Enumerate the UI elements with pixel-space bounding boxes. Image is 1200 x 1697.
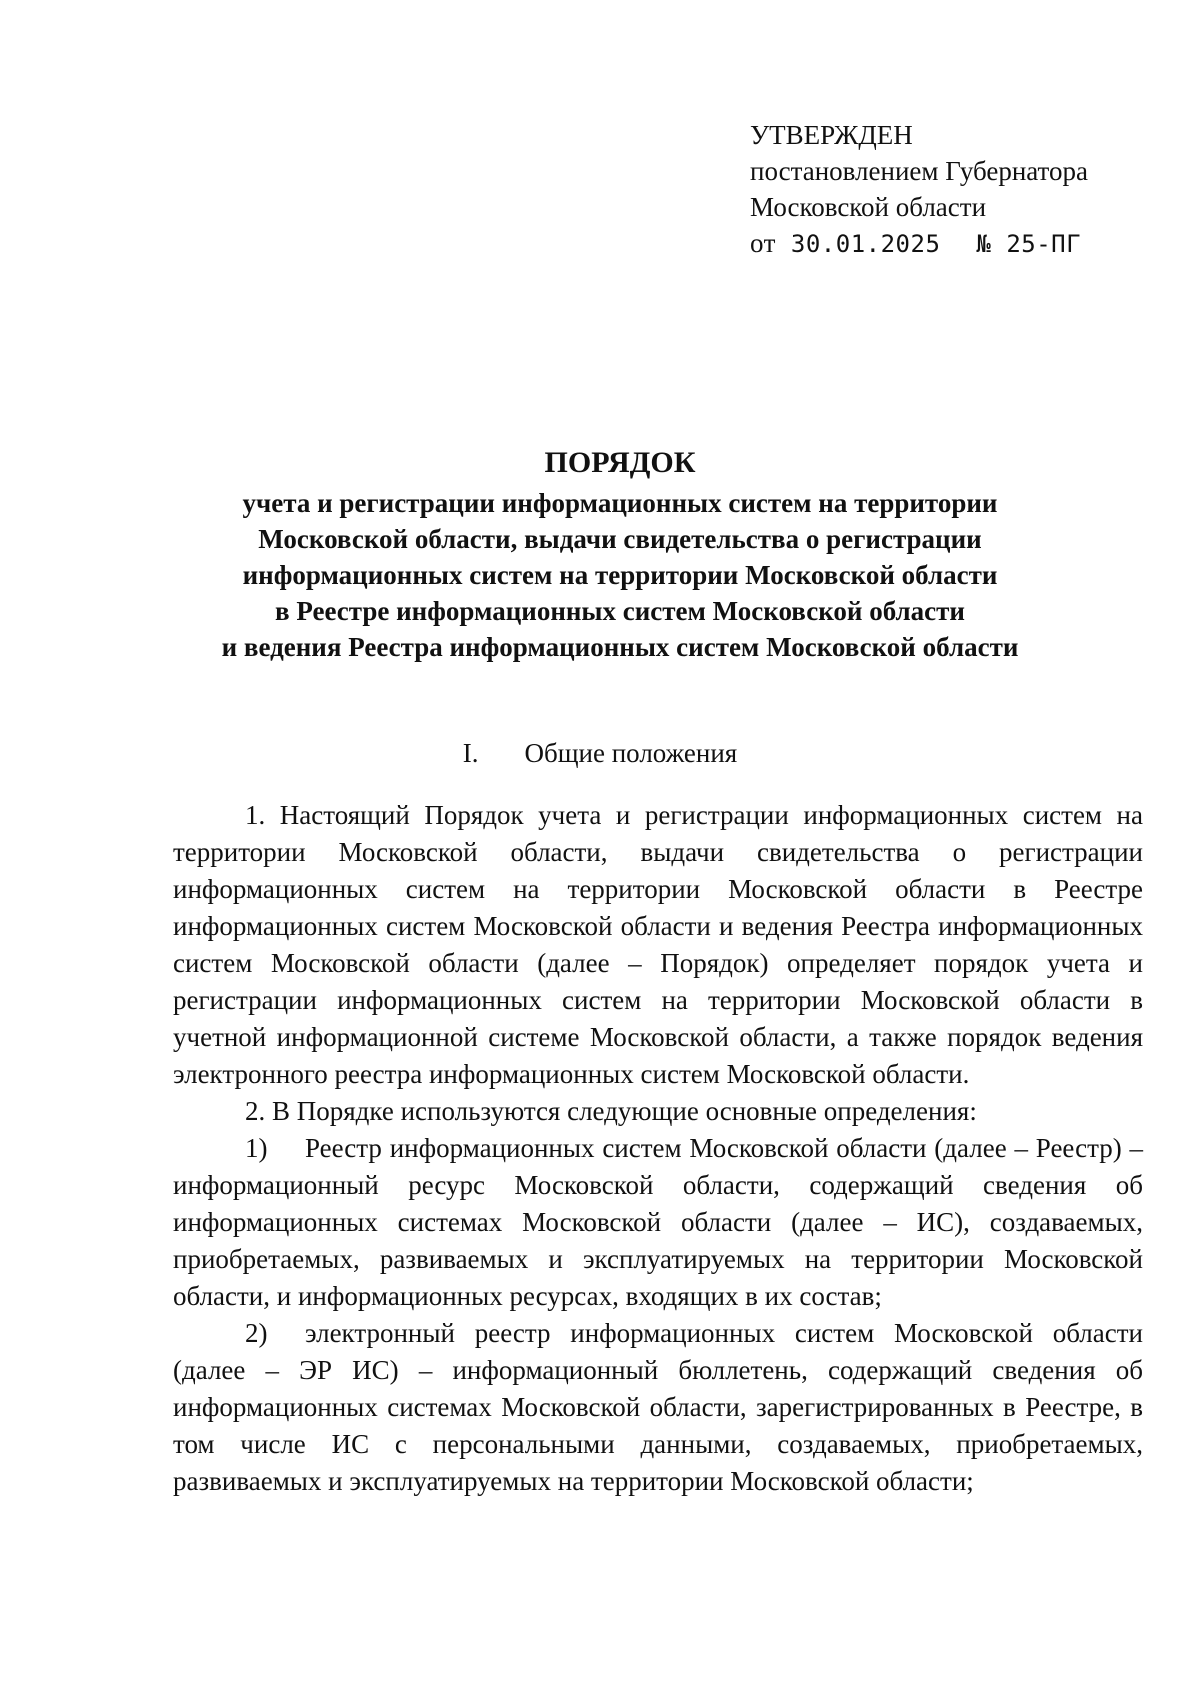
approval-number-label: № bbox=[976, 230, 992, 258]
approval-stamp bbox=[750, 117, 1088, 262]
approval-heading: УТВЕРЖДЕН bbox=[750, 120, 913, 150]
approval-date: 30.01.2025 bbox=[790, 230, 941, 258]
title-line-4: в Реестре информационных систем Московской области bbox=[275, 596, 965, 626]
section-title: Общие положения bbox=[524, 738, 738, 768]
definition-item-1-text: Реестр информационных систем Московской области (далее – Реестр) – информационный ресурс Московской области, содержащий сведения об информационных системах Московской области (далее – ИС), создаваемых, приобретаемых, развиваемых и эксплуатируемых на территории Московской области, и информационных ресурсах, входящих в их состав; bbox=[173, 1133, 1143, 1311]
title-line-3: информационных систем на территории Московской области bbox=[242, 560, 998, 590]
definition-item-1 bbox=[173, 1130, 1143, 1315]
definition-item-2-text: электронный реестр информационных систем Московской области (далее – ЭР ИС) – информационный бюллетень, содержащий сведения об информационных системах Московской области, зарегистрированных в Реестре, в том числе ИС с персональными данными, создаваемых, приобретаемых, развиваемых и эксплуатируемых на территории Московской области; bbox=[173, 1318, 1143, 1496]
section-heading bbox=[0, 735, 1200, 771]
title-main: ПОРЯДОК bbox=[544, 446, 696, 479]
document-title bbox=[170, 445, 1070, 665]
approval-line-region: Московской области bbox=[750, 192, 987, 222]
approval-date-line bbox=[750, 225, 1088, 262]
paragraph-1: 1. Настоящий Порядок учета и регистрации информационных систем на территории Московской области, выдачи свидетельства о регистрации информационных систем на территории Московской области в Реестре информационных систем Московской области и ведения Реестра информационных систем Московской области (далее – Порядок) определяет порядок учета и регистрации информационных систем на территории Московской области в учетной информационной системе Московской области, а также порядок ведения электронного реестра информационных систем Московской области. bbox=[173, 800, 1143, 1089]
paragraph-2: 2. В Порядке используются следующие основные определения: bbox=[245, 1096, 977, 1126]
approval-number: 25-ПГ bbox=[1006, 230, 1082, 258]
document-body bbox=[173, 797, 1143, 1500]
definition-item-2 bbox=[173, 1315, 1143, 1500]
definition-item-2-number: 2) bbox=[245, 1318, 268, 1348]
title-line-5: и ведения Реестра информационных систем Московской области bbox=[221, 632, 1019, 662]
definition-item-1-number: 1) bbox=[245, 1133, 268, 1163]
title-subtitle bbox=[170, 485, 1070, 665]
title-line-2: Московской области, выдачи свидетельства о регистрации bbox=[258, 524, 982, 554]
title-line-1: учета и регистрации информационных систем на территории bbox=[242, 488, 998, 518]
approval-from-label: от bbox=[750, 228, 776, 258]
section-number: I. bbox=[462, 738, 479, 768]
approval-line-decree: постановлением Губернатора bbox=[750, 156, 1088, 186]
